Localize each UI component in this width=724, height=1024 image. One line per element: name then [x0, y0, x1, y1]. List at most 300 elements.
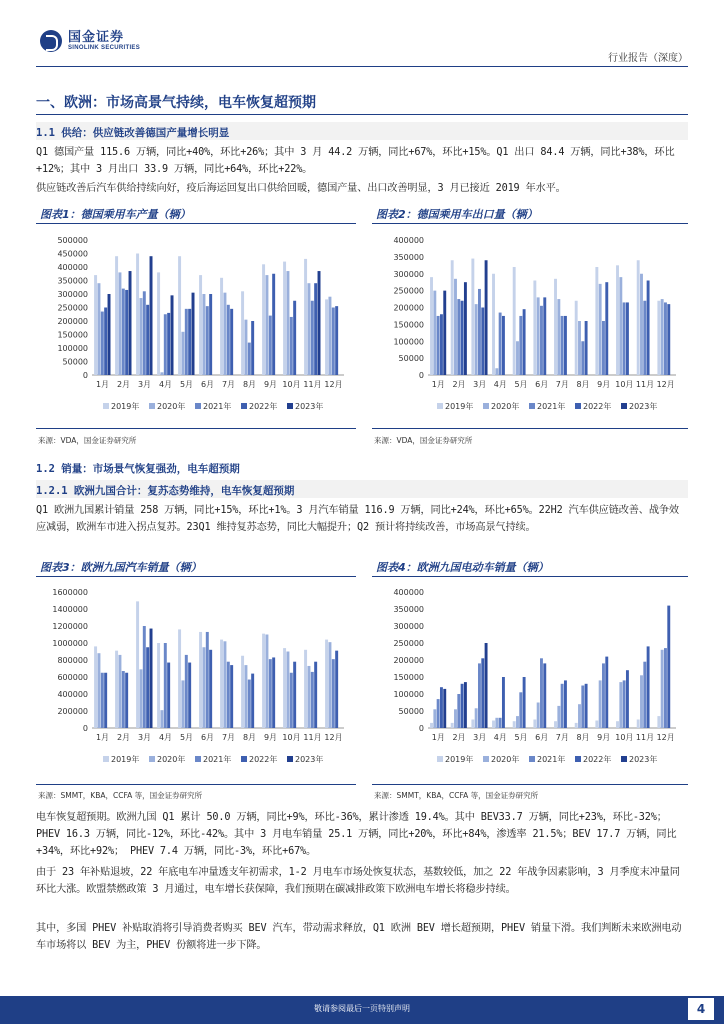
bar [495, 368, 498, 375]
bar [454, 279, 457, 375]
bar [619, 277, 622, 375]
figure-top-rule [36, 223, 356, 224]
bar [185, 655, 188, 728]
x-tick-label: 5月 [514, 733, 528, 742]
bar [640, 675, 643, 728]
x-tick-label: 12月 [656, 733, 675, 742]
bar [516, 716, 519, 728]
x-tick-label: 1月 [95, 380, 110, 389]
bar [502, 677, 505, 728]
bar [230, 665, 233, 728]
bar [537, 297, 540, 375]
bar [557, 706, 560, 728]
x-tick-label: 6月 [535, 733, 549, 742]
bar [440, 687, 443, 728]
bar [495, 718, 498, 728]
bar [585, 684, 588, 728]
bar [115, 256, 118, 375]
bar [664, 302, 667, 375]
bar [492, 274, 495, 375]
bar [272, 657, 275, 728]
bar [318, 271, 321, 375]
x-tick-label: 5月 [514, 380, 528, 389]
bar [437, 699, 440, 728]
x-tick-label: 12月 [324, 380, 343, 389]
bar [125, 673, 128, 728]
bar [605, 282, 608, 375]
bar [540, 658, 543, 728]
bar [471, 259, 474, 375]
x-tick-label: 10月 [615, 733, 634, 742]
bar [575, 301, 578, 375]
section-title: 一、欧洲：市场高景气持续，电车恢复超预期 [36, 95, 316, 111]
legend-swatch [287, 403, 293, 409]
bar [637, 260, 640, 375]
x-tick-label: 7月 [221, 380, 236, 389]
bar [605, 657, 608, 728]
bar [244, 665, 247, 728]
y-tick-label: 150000 [57, 330, 88, 340]
figure-source: 来源：SMMT，KBA，CCFA 等，国金证券研究所 [38, 791, 203, 800]
bar [209, 294, 212, 375]
bar [311, 301, 314, 375]
chart-europe9-auto-sales [36, 582, 356, 778]
paragraph: 其中，多国 PHEV 补贴取消将引导消费者购买 BEV 汽车，带动需求释放，Q1 欧洲 BEV 增长超预期，PHEV 销量下滑。我们判断未来欧洲电动车市场将以 BEV 为主，PHEV 份额将进一步下降。 [36, 923, 682, 951]
logo-text-cn: 国金证券 [68, 30, 125, 45]
y-tick-label: 0 [82, 724, 88, 733]
y-tick-label: 150000 [393, 320, 424, 330]
y-tick-label: 50000 [398, 707, 424, 716]
bar [241, 656, 244, 728]
x-tick-label: 2月 [452, 733, 466, 742]
bar [464, 682, 467, 728]
bar [443, 689, 446, 728]
bar [311, 672, 314, 728]
x-tick-label: 3月 [473, 733, 487, 742]
bar [667, 304, 670, 375]
y-tick-label: 350000 [57, 276, 88, 286]
legend-label: 2022年 [583, 755, 612, 764]
y-tick-label: 400000 [57, 263, 88, 272]
y-tick-label: 0 [82, 371, 88, 380]
x-tick-label: 8月 [576, 733, 590, 742]
x-tick-label: 4月 [493, 733, 507, 742]
bar [335, 651, 338, 728]
legend-label: 2020年 [157, 755, 186, 764]
legend-label: 2020年 [491, 402, 520, 411]
bar [523, 309, 526, 375]
bar [101, 673, 104, 728]
legend-label: 2020年 [491, 755, 520, 764]
bar [97, 653, 100, 728]
logo-text-en: SINOLINK SECURITIES [68, 45, 141, 51]
bar [443, 291, 446, 375]
bar [150, 629, 153, 728]
paragraph: 供应链改善后汽车供给持续向好，疫后海运回复出口供给回暖，德国产量、出口改善明显，3 月已接近 2019 年水平。 [36, 183, 566, 194]
bar [575, 723, 578, 728]
bar [227, 662, 230, 728]
bar [554, 279, 557, 375]
bar [223, 293, 226, 375]
bar [499, 718, 502, 728]
y-tick-label: 250000 [393, 639, 424, 648]
x-tick-label: 4月 [158, 380, 173, 389]
bar [115, 651, 118, 728]
legend-swatch [483, 403, 489, 409]
bar [136, 254, 139, 376]
bar [481, 658, 484, 728]
bar [335, 306, 338, 375]
bar [640, 274, 643, 375]
x-tick-label: 4月 [493, 380, 507, 389]
bar [164, 314, 167, 375]
bar [616, 265, 619, 375]
x-tick-label: 9月 [597, 733, 611, 742]
chart-germany-production [36, 230, 356, 425]
y-tick-label: 1200000 [52, 622, 88, 631]
bar [223, 641, 226, 728]
x-tick-label: 12月 [656, 380, 675, 389]
bar [664, 648, 667, 728]
legend-label: 2019年 [111, 402, 140, 411]
chart-germany-export [372, 230, 688, 425]
paragraph: 电车恢复超预期。欧洲九国 Q1 累计 50.0 万辆，同比+9%，环比-36%，累计渗透 19.4%。其中 BEV33.7 万辆，同比+23%，环比-32%；PHEV 16.3 万辆，同比-12%，环比-42%。其中 3 月电车销量 25.1 万辆，同比+20%，环比+84%，渗透率 21.5%；BEV 17.7 万辆，同比+34%，环比+92%； PHEV 7.4 万辆，同比-3%，环比+67%。 [36, 812, 677, 857]
y-tick-label: 300000 [393, 622, 424, 631]
bar [626, 670, 629, 728]
bar [543, 297, 546, 375]
figure-bottom-rule [36, 784, 356, 785]
bar [199, 275, 202, 375]
bar [265, 275, 268, 375]
figure-title: 图表4：欧洲九国电动车销量（辆） [376, 561, 549, 574]
bar [181, 332, 184, 375]
x-tick-label: 3月 [473, 380, 487, 389]
bar [206, 632, 209, 728]
bar [328, 642, 331, 728]
x-tick-label: 10月 [282, 380, 301, 389]
x-tick-label: 11月 [303, 733, 322, 742]
bar [272, 274, 275, 375]
bar [290, 673, 293, 728]
bar [643, 301, 646, 375]
bar [248, 680, 251, 728]
bar [220, 278, 223, 375]
y-tick-label: 300000 [57, 290, 88, 299]
bar [433, 709, 436, 728]
x-tick-label: 7月 [555, 733, 569, 742]
y-tick-label: 200000 [57, 317, 88, 326]
x-tick-label: 4月 [158, 733, 173, 742]
paragraph: Q1 欧洲九国累计销量 258 万辆，同比+15%，环比+1%。3 月汽车销量 116.9 万辆，同比+24%，环比+65%。22H2 汽车供应链改善、战争效应减弱，欧洲车市进入拐点复苏。23Q1 维持复苏态势，同比大幅提升；Q2 预计将持续改善，市场高景气持续。 [36, 505, 679, 533]
bar [325, 299, 328, 375]
bar [595, 721, 598, 728]
paragraph: Q1 德国产量 115.6 万辆，同比+40%，环比+26%；其中 3 月 44.2 万辆，同比+67%，环比+15%。Q1 出口 84.4 万辆，同比+38%，环比+12%；其中 3 月出口 33.9 万辆，同比+64%，环比+22%。 [36, 147, 675, 175]
y-tick-label: 1000000 [52, 639, 88, 648]
bar [125, 290, 128, 375]
bar [457, 694, 460, 728]
bar [314, 662, 317, 728]
x-tick-label: 8月 [242, 380, 257, 389]
bar [478, 289, 481, 375]
bar [157, 272, 160, 375]
y-tick-label: 200000 [57, 707, 88, 716]
figure-bottom-rule [36, 428, 356, 429]
bar [171, 295, 174, 375]
bar [492, 721, 495, 728]
bar [619, 682, 622, 728]
y-tick-label: 150000 [393, 673, 424, 682]
bar [626, 302, 629, 375]
legend-swatch [437, 403, 443, 409]
figure-title: 图表1：德国乘用车产量（辆） [40, 208, 191, 221]
y-tick-label: 50000 [62, 357, 88, 367]
x-tick-label: 5月 [179, 380, 194, 389]
bar [554, 721, 557, 728]
x-tick-label: 12月 [324, 733, 343, 742]
y-tick-label: 1600000 [52, 588, 88, 597]
legend-label: 2021年 [537, 402, 566, 411]
figure-title: 图表2：德国乘用车出口量（辆） [376, 208, 538, 221]
bar [265, 635, 268, 729]
bar [464, 282, 467, 375]
legend-swatch [195, 403, 201, 409]
bar [581, 686, 584, 729]
bar [623, 302, 626, 375]
legend-label: 2022年 [583, 402, 612, 411]
bar [533, 720, 536, 729]
chart-europe9-ev-sales [372, 582, 688, 778]
x-tick-label: 8月 [576, 380, 590, 389]
legend-swatch [287, 756, 293, 762]
bar [129, 271, 132, 375]
bar [623, 680, 626, 728]
bar [433, 291, 436, 375]
legend-swatch [529, 756, 535, 762]
bar [561, 684, 564, 728]
bar [181, 680, 184, 728]
bar [513, 267, 516, 375]
legend-label: 2019年 [111, 755, 140, 764]
x-tick-label: 11月 [635, 733, 655, 742]
x-tick-label: 1月 [431, 380, 445, 389]
bar [661, 299, 664, 375]
y-tick-label: 100000 [57, 344, 88, 353]
bar [304, 259, 307, 375]
bar [248, 343, 251, 375]
bar [557, 299, 560, 375]
y-tick-label: 100000 [393, 690, 424, 699]
bar [185, 309, 188, 375]
figure-source: 来源：SMMT，KBA，CCFA 等，国金证券研究所 [374, 791, 539, 800]
y-tick-label: 600000 [57, 673, 88, 682]
bar [108, 294, 111, 375]
legend-swatch [621, 756, 627, 762]
bar [540, 306, 543, 375]
legend-swatch [103, 756, 109, 762]
bar [599, 284, 602, 375]
x-tick-label: 11月 [635, 380, 655, 389]
x-tick-label: 7月 [221, 733, 236, 742]
figure-top-rule [372, 223, 688, 224]
bar [647, 646, 650, 728]
bar [244, 320, 247, 375]
bar [643, 662, 646, 728]
x-tick-label: 2月 [116, 380, 131, 389]
bar [564, 680, 567, 728]
x-tick-label: 6月 [200, 380, 215, 389]
bar [178, 629, 181, 728]
bar [647, 281, 650, 376]
bar [485, 260, 488, 375]
bar [523, 677, 526, 728]
bar [118, 655, 121, 728]
bar [122, 671, 125, 728]
bar [461, 684, 464, 728]
bar [585, 321, 588, 375]
bar [581, 341, 584, 375]
x-tick-label: 10月 [282, 733, 301, 742]
bar [160, 710, 163, 728]
bar [293, 301, 296, 375]
legend-label: 2023年 [629, 402, 658, 411]
bar [241, 291, 244, 375]
bar [269, 316, 272, 375]
bar [325, 640, 328, 728]
legend-label: 2022年 [249, 402, 278, 411]
legend-swatch [149, 403, 155, 409]
logo-icon [40, 30, 62, 52]
bar [202, 647, 205, 728]
y-tick-label: 250000 [393, 286, 424, 296]
company-logo [40, 30, 140, 52]
y-tick-label: 350000 [393, 252, 424, 262]
x-tick-label: 10月 [615, 380, 634, 389]
bar [206, 306, 209, 375]
bar [332, 308, 335, 376]
y-tick-label: 0 [418, 724, 424, 733]
bar [595, 267, 598, 375]
y-tick-label: 450000 [57, 249, 88, 259]
y-tick-label: 0 [418, 371, 424, 380]
bar [118, 272, 121, 375]
y-tick-label: 250000 [57, 303, 88, 313]
bar [269, 659, 272, 728]
bar [143, 626, 146, 728]
bar [104, 673, 107, 728]
bar [499, 313, 502, 375]
bar [286, 652, 289, 729]
header-divider [36, 66, 688, 67]
bar [251, 321, 254, 375]
bar [471, 720, 474, 729]
report-type: 行业报告（深度） [608, 53, 688, 64]
y-tick-label: 1400000 [52, 605, 88, 614]
x-tick-label: 5月 [179, 733, 194, 742]
y-tick-label: 400000 [393, 236, 424, 245]
bar [139, 298, 142, 375]
x-tick-label: 1月 [431, 733, 445, 742]
x-tick-label: 3月 [137, 380, 152, 389]
legend-swatch [195, 756, 201, 762]
figure-top-rule [36, 576, 356, 577]
bar [283, 262, 286, 375]
figure-bottom-rule [372, 784, 688, 785]
bar [485, 643, 488, 728]
x-tick-label: 8月 [242, 733, 257, 742]
bar [94, 275, 97, 375]
x-tick-label: 2月 [452, 380, 466, 389]
legend-swatch [575, 756, 581, 762]
legend-label: 2019年 [445, 755, 474, 764]
x-tick-label: 6月 [200, 733, 215, 742]
bar [160, 372, 163, 375]
legend-swatch [575, 403, 581, 409]
bar [164, 643, 167, 728]
y-tick-label: 800000 [57, 656, 88, 665]
bar [454, 709, 457, 728]
x-tick-label: 11月 [303, 380, 322, 389]
bar [199, 632, 202, 728]
bar [516, 341, 519, 375]
bar [220, 640, 223, 728]
bar [122, 289, 125, 375]
bar [513, 721, 516, 728]
y-tick-label: 100000 [393, 337, 424, 347]
bar [307, 666, 310, 728]
bar [209, 650, 212, 728]
bar [283, 648, 286, 728]
bar [537, 703, 540, 729]
bar [561, 316, 564, 375]
bar [564, 316, 567, 375]
bar [94, 646, 97, 728]
bar [478, 663, 481, 728]
bar [307, 283, 310, 375]
legend-swatch [621, 403, 627, 409]
bar [139, 669, 142, 728]
x-tick-label: 9月 [597, 380, 611, 389]
bar [251, 674, 254, 728]
legend-swatch [241, 403, 247, 409]
footer-disclaimer: 敬请参阅最后一页特别声明 [314, 1004, 410, 1013]
bar [150, 256, 153, 375]
section-divider [36, 114, 688, 115]
bar [578, 704, 581, 728]
bar [167, 663, 170, 728]
x-tick-label: 9月 [263, 733, 278, 742]
page-number: 4 [688, 998, 714, 1020]
bar [192, 293, 195, 375]
x-tick-label: 9月 [263, 380, 278, 389]
bar [657, 301, 660, 375]
bar [332, 659, 335, 728]
y-tick-label: 500000 [57, 236, 88, 245]
bar [227, 305, 230, 375]
y-tick-label: 350000 [393, 605, 424, 614]
bar [602, 321, 605, 375]
bar [167, 313, 170, 375]
legend-swatch [529, 403, 535, 409]
y-tick-label: 200000 [393, 656, 424, 665]
bar [188, 663, 191, 728]
legend-label: 2021年 [203, 402, 232, 411]
bar [451, 723, 454, 728]
bar [599, 680, 602, 728]
bar [543, 663, 546, 728]
bar [475, 304, 478, 375]
bar [262, 634, 265, 728]
bar [146, 647, 149, 728]
